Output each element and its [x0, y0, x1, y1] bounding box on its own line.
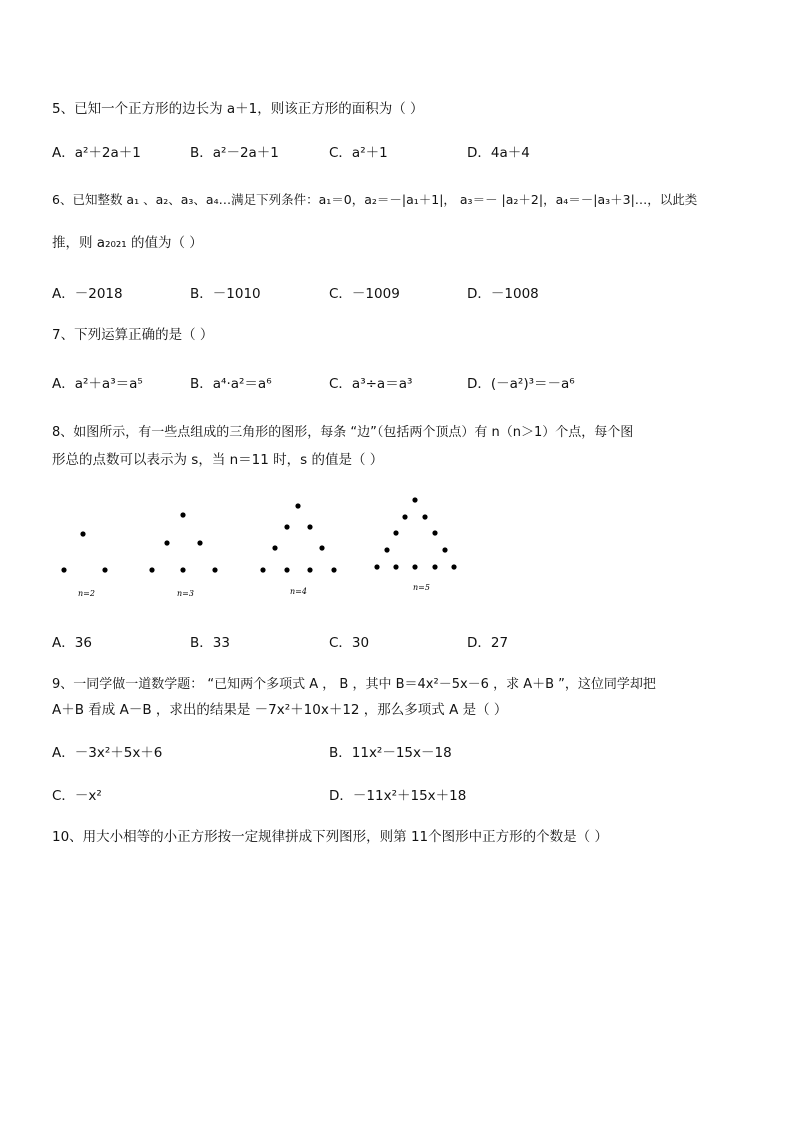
q6-option-c: C．－1009 [329, 286, 400, 302]
q5-option-b: B．a²－2a＋1 [190, 145, 279, 161]
q8-stem-line1: 8、如图所示，有一些点组成的三角形的图形，每条 “边”（包括两个顶点）有 n（n＞1）个点，每个图 [52, 425, 634, 440]
q5-option-a: A．a²＋2a＋1 [52, 145, 141, 161]
q6-option-a: A．－2018 [52, 286, 123, 302]
q7-option-c: C．a³÷a＝a³ [329, 376, 413, 392]
q5-option-c: C．a²＋1 [329, 145, 388, 161]
label-n5: n=5 [413, 583, 430, 592]
q8-option-d: D．27 [467, 635, 509, 651]
q7-stem: 7、下列运算正确的是（ ） [52, 327, 214, 343]
q7-option-a: A．a²＋a³＝a⁵ [52, 376, 143, 392]
dot-triangle-figure [40, 486, 480, 606]
triangle-n4 [260, 503, 336, 596]
q8-stem-line2: 形总的点数可以表示为 s，当 n＝11 时，s 的值是（ ） [52, 452, 384, 468]
q7-option-d: D．(－a²)³＝－a⁶ [467, 376, 575, 392]
label-n4: n=4 [290, 587, 307, 596]
q9-option-c: C．－x² [52, 788, 102, 804]
triangle-n5 [374, 497, 456, 592]
q9-option-b: B．11x²－15x－18 [329, 745, 452, 761]
q9-option-a: A．－3x²＋5x＋6 [52, 745, 163, 761]
q5-option-d: D．4a＋4 [467, 145, 530, 161]
q7-option-b: B．a⁴·a²＝a⁶ [190, 376, 272, 392]
q5-stem: 5、已知一个正方形的边长为 a＋1，则该正方形的面积为（ ） [52, 101, 424, 117]
q8-option-c: C．30 [329, 635, 370, 651]
q6-option-d: D．－1008 [467, 286, 539, 302]
q9-stem-line2: A＋B 看成 A－B ，求出的结果是 －7x²＋10x＋12 ，那么多项式 A 是（ ） [52, 702, 508, 718]
label-n2: n=2 [78, 589, 95, 598]
triangle-n2 [61, 531, 107, 598]
q9-option-d: D．－11x²＋15x＋18 [329, 788, 467, 804]
q6-stem-line2: 推，则 a₂₀₂₁ 的值为（ ） [52, 235, 203, 251]
q8-option-b: B．33 [190, 635, 230, 651]
label-n3: n=3 [177, 589, 194, 598]
q6-stem-line1: 6、已知整数 a₁ 、a₂、a₃、a₄…满足下列条件：a₁＝0，a₂＝－|a₁＋1|， a₃＝－ |a₂＋2|，a₄＝－|a₃＋3|…，以此类 [52, 192, 698, 207]
q8-option-a: A．36 [52, 635, 92, 651]
q10-stem: 10、用大小相等的小正方形按一定规律拼成下列图形，则第 11个图形中正方形的个数是（ ） [52, 829, 608, 845]
q6-option-b: B．－1010 [190, 286, 261, 302]
triangle-n3 [149, 512, 217, 598]
q9-stem-line1: 9、一同学做一道数学题： “已知两个多项式 A ， B ，其中 B＝4x²－5x－6 ，求 A＋B ”，这位同学却把 [52, 677, 656, 692]
